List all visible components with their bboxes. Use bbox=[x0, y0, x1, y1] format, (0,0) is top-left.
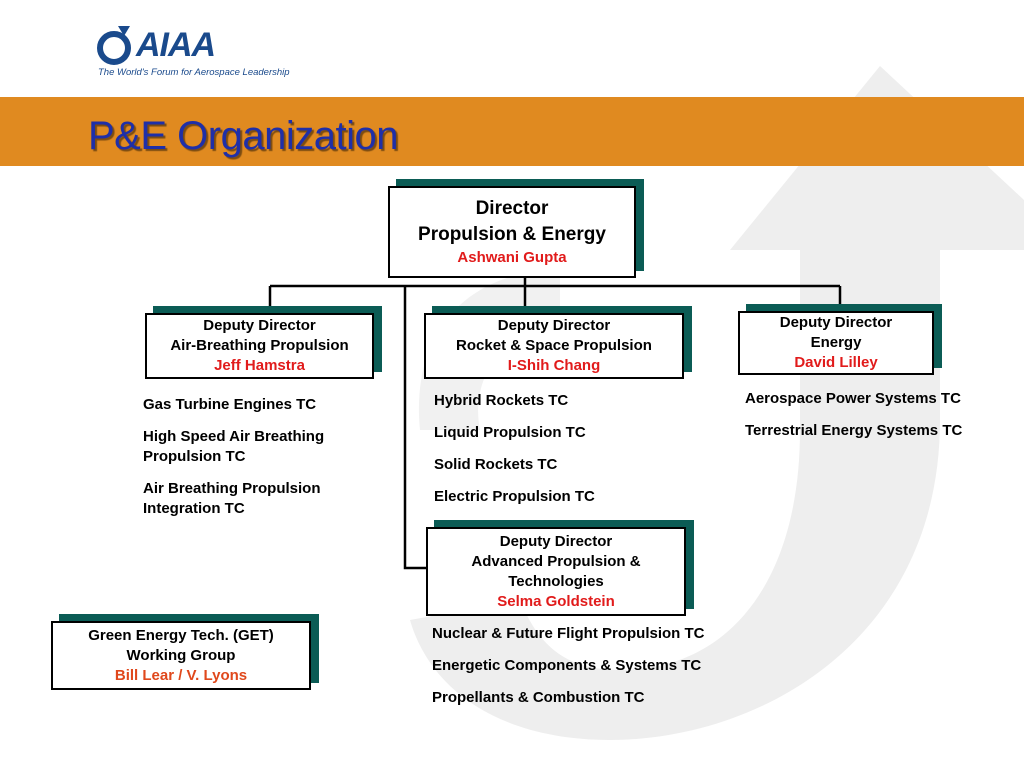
advanced-tc-list bbox=[432, 624, 772, 720]
air-breathing-department: Air-Breathing Propulsion bbox=[170, 337, 349, 354]
rocket-space-tc-list bbox=[434, 391, 684, 519]
rocket-space-box bbox=[424, 313, 684, 379]
rocket-space-title: Deputy Director bbox=[497, 317, 611, 334]
list-item: Liquid Propulsion TC bbox=[434, 424, 586, 441]
air-breathing-title: Deputy Director bbox=[203, 317, 316, 334]
advanced-department: Advanced Propulsion & Technologies bbox=[471, 552, 641, 590]
list-item: High Speed Air Breathing Propulsion TC bbox=[143, 428, 325, 465]
energy-department: Energy bbox=[810, 334, 862, 351]
director-title: Director bbox=[475, 198, 549, 219]
rocket-space-name: I-Shih Chang bbox=[507, 357, 601, 374]
air-breathing-box bbox=[145, 313, 374, 379]
director-box bbox=[388, 186, 636, 278]
energy-box bbox=[738, 311, 934, 375]
director-name: Ashwani Gupta bbox=[457, 249, 567, 266]
list-item: Electric Propulsion TC bbox=[434, 488, 595, 505]
list-item: Propellants & Combustion TC bbox=[432, 689, 645, 706]
list-item: Aerospace Power Systems TC bbox=[745, 390, 961, 407]
energy-tc-list bbox=[745, 389, 1015, 453]
rocket-space-department: Rocket & Space Propulsion bbox=[456, 337, 652, 354]
list-item: Air Breathing Propulsion Integration TC bbox=[143, 480, 321, 517]
logo-tagline: The World's Forum for Aerospace Leadership bbox=[98, 67, 290, 78]
get-working-group-box bbox=[51, 621, 311, 690]
page-title: P&E Organization bbox=[88, 114, 398, 158]
energy-title: Deputy Director bbox=[779, 314, 893, 331]
director-department: Propulsion & Energy bbox=[418, 224, 606, 245]
logo-wordmark: AIAA bbox=[136, 26, 216, 64]
advanced-propulsion-box bbox=[426, 527, 686, 616]
list-item: Solid Rockets TC bbox=[434, 456, 558, 473]
list-item: Energetic Components & Systems TC bbox=[432, 657, 702, 674]
list-item: Hybrid Rockets TC bbox=[434, 392, 569, 409]
air-breathing-name: Jeff Hamstra bbox=[214, 357, 305, 374]
get-names: Bill Lear / V. Lyons bbox=[114, 666, 248, 684]
advanced-name: Selma Goldstein bbox=[497, 592, 615, 610]
get-title: Green Energy Tech. (GET) bbox=[88, 626, 274, 644]
energy-name: David Lilley bbox=[794, 354, 878, 371]
air-breathing-tc-list bbox=[143, 395, 383, 531]
get-subtitle: Working Group bbox=[126, 646, 236, 664]
advanced-title: Deputy Director bbox=[499, 532, 613, 550]
list-item: Terrestrial Energy Systems TC bbox=[745, 422, 963, 439]
list-item: Nuclear & Future Flight Propulsion TC bbox=[432, 625, 705, 642]
list-item: Gas Turbine Engines TC bbox=[143, 396, 317, 413]
